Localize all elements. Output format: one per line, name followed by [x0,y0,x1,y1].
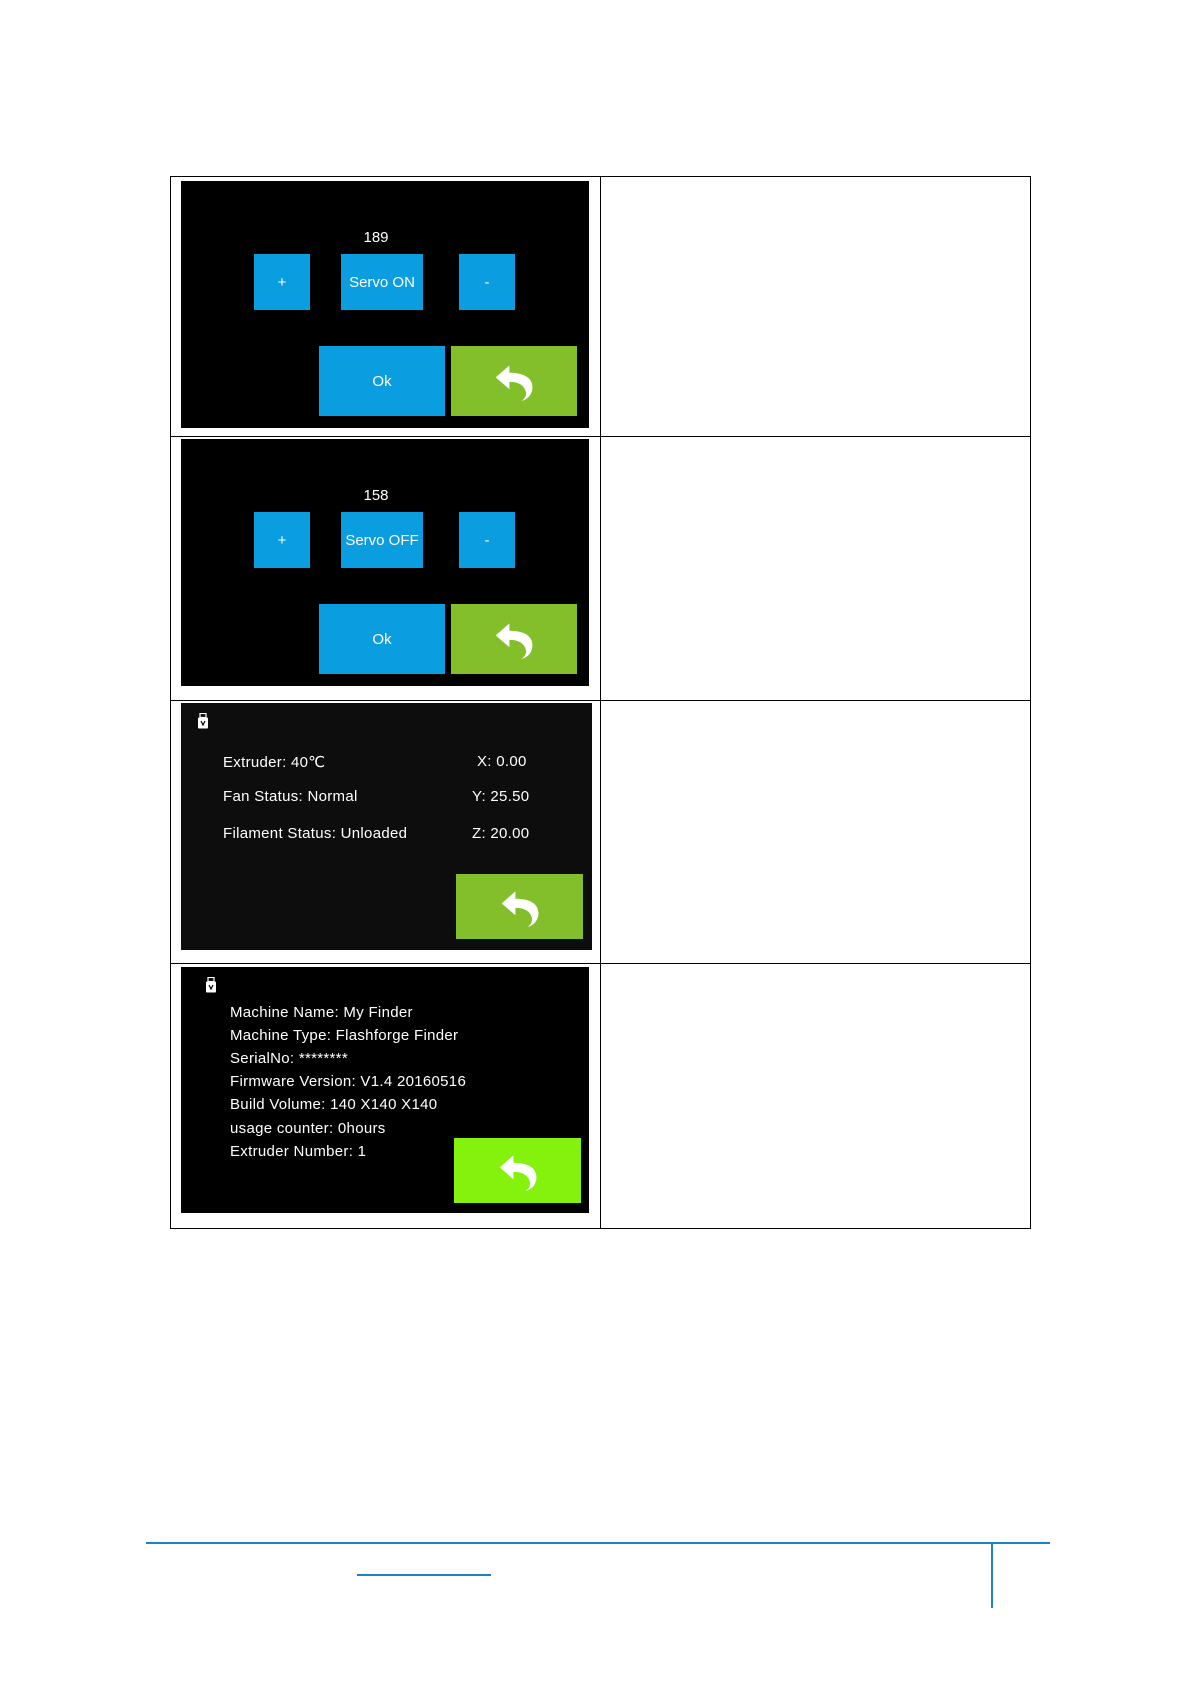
back-arrow-icon [498,885,542,929]
filament-status: Filament Status: Unloaded [223,825,408,842]
back-button[interactable] [451,604,577,674]
table-row [171,177,1031,437]
servo-screen [181,439,589,686]
usage-counter: usage counter: 0hours [230,1120,386,1137]
machine-name: Machine Name: My Finder [230,1004,413,1021]
back-button[interactable] [454,1138,581,1203]
table-row [171,701,1031,964]
table-row [171,437,1031,701]
footer-rule [146,1542,1050,1544]
screenshot-cell [171,964,601,1229]
machine-type: Machine Type: Flashforge Finder [230,1027,459,1044]
description-cell [601,701,1031,964]
ok-button[interactable]: Ok [319,604,445,674]
footer-underline [357,1574,491,1576]
machine-info-screen [181,967,589,1213]
instructions-table [170,176,1031,1229]
x-position: X: 0.00 [477,753,527,770]
screenshot-cell [171,701,601,964]
fan-status: Fan Status: Normal [223,788,358,805]
servo-value: 189 [363,229,389,246]
status-screen [181,703,592,950]
y-position: Y: 25.50 [472,788,530,805]
plus-button[interactable]: + [254,512,310,568]
back-arrow-icon [496,1149,540,1193]
description-cell [601,177,1031,437]
table-row [171,964,1031,1229]
usb-icon [205,977,217,993]
description-cell [601,437,1031,701]
screenshot-cell [171,177,601,437]
back-button[interactable] [451,346,577,416]
minus-button[interactable]: - [459,512,515,568]
screenshot-cell [171,437,601,701]
firmware-version: Firmware Version: V1.4 20160516 [230,1073,467,1090]
ok-button[interactable]: Ok [319,346,445,416]
back-arrow-icon [492,617,536,661]
minus-button[interactable]: - [459,254,515,310]
servo-value: 158 [363,487,389,504]
serial-number: SerialNo: ******** [230,1050,348,1067]
extruder-temp: Extruder: 40℃ [223,754,326,771]
extruder-number: Extruder Number: 1 [230,1143,367,1160]
back-button[interactable] [456,874,583,939]
z-position: Z: 20.00 [472,825,530,842]
description-cell [601,964,1031,1229]
footer-divider [991,1542,993,1608]
build-volume: Build Volume: 140 X140 X140 [230,1096,438,1113]
servo-screen [181,181,589,428]
servo-toggle-button[interactable]: Servo OFF [341,512,423,568]
servo-toggle-button[interactable]: Servo ON [341,254,423,310]
usb-icon [197,713,209,729]
back-arrow-icon [492,359,536,403]
plus-button[interactable]: + [254,254,310,310]
